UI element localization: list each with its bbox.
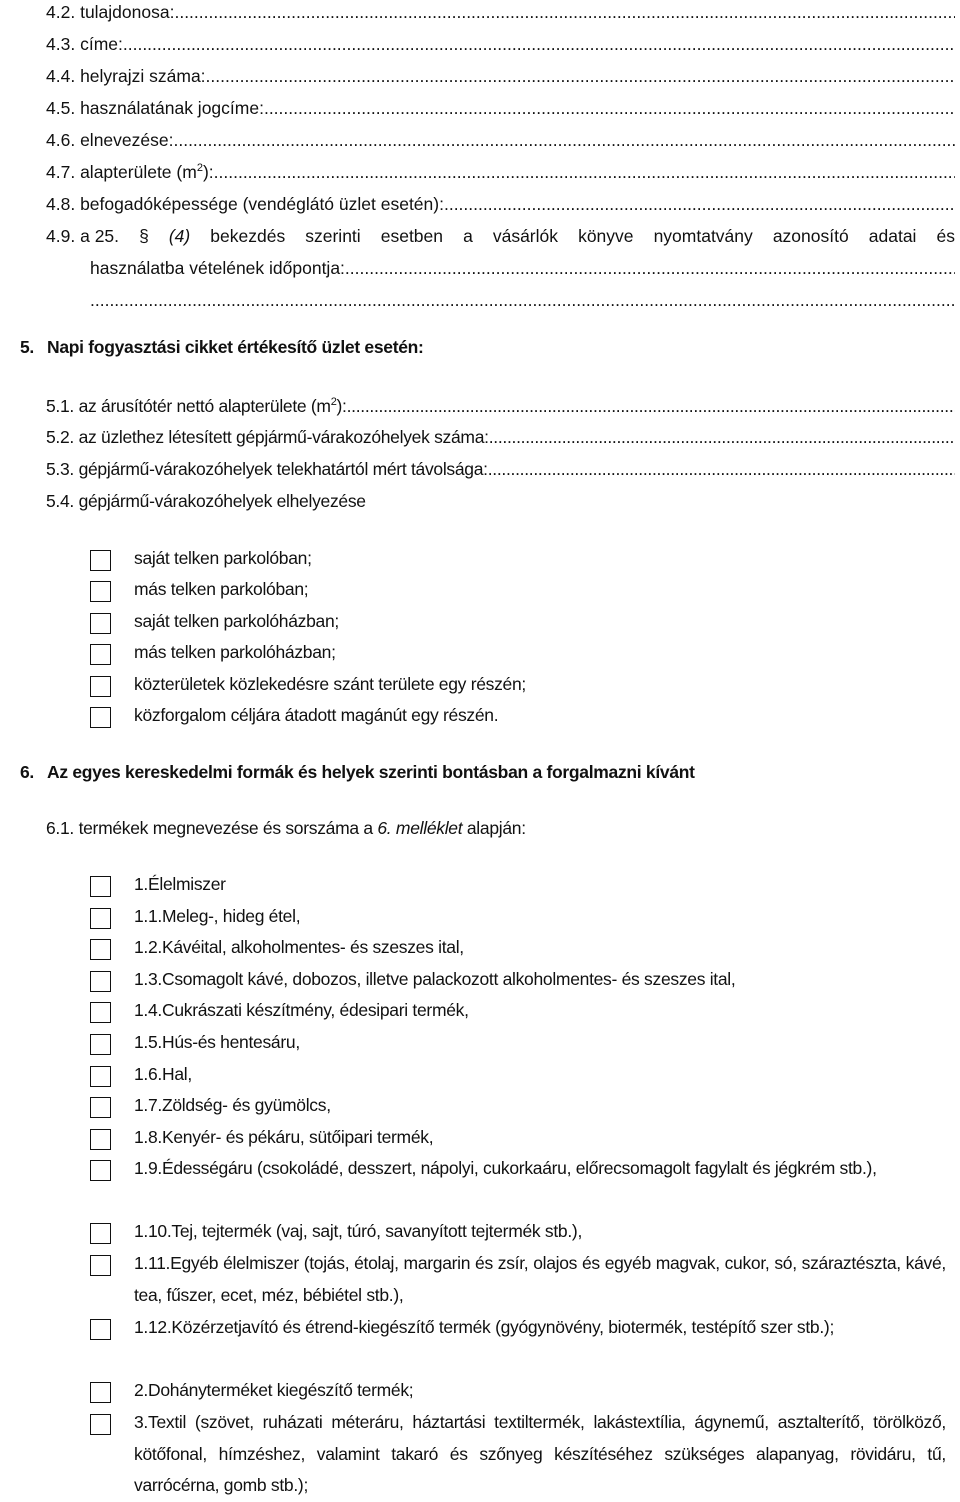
dot-leader[interactable]	[206, 60, 955, 92]
word: a	[80, 226, 90, 246]
dot-leader[interactable]	[488, 459, 955, 491]
checkbox-label: saját telken parkolóházban;	[134, 611, 339, 631]
word: nyomtatvány	[653, 226, 753, 246]
field-row-4-9-line2	[46, 252, 955, 284]
field-row-5-3	[46, 459, 955, 491]
checkbox-label: más telken parkolóban;	[134, 579, 309, 599]
field-label: befogadóképessége (vendéglátó üzlet esetén):	[80, 194, 444, 214]
checkbox-label: 1.12.Közérzetjavító és étrend-kiegészítő termék (gyógynövény, biotermék, testépítő szer stb.);	[134, 1317, 835, 1337]
checkbox-label: közterületek közlekedésre szánt területe egy részén;	[134, 674, 526, 694]
item-number: 5.3.	[46, 459, 74, 479]
field-label-text: az árusítótér nettó alapterülete (m	[78, 396, 331, 416]
item-number: 4.9.	[46, 226, 76, 246]
checkbox[interactable]	[90, 707, 111, 728]
dot-leader[interactable]	[174, 0, 955, 28]
heading-number: 6.	[20, 762, 34, 782]
item-number: 4.7.	[46, 162, 76, 182]
checkbox-label: 1.8.Kenyér- és pékáru, sütőipari termék,	[134, 1127, 434, 1147]
checkbox[interactable]	[90, 676, 111, 697]
checkbox[interactable]	[90, 1160, 111, 1181]
superscript: 2	[330, 396, 337, 408]
dot-leader[interactable]	[123, 28, 955, 60]
checkbox[interactable]	[90, 939, 111, 960]
checkbox[interactable]	[90, 550, 111, 571]
field-row-4-8	[46, 188, 955, 220]
checkbox-label: 1.11.Egyéb élelmiszer (tojás, étolaj, margarin és zsír, olajos és egyéb magvak, cukor, só, száraztészta, kávé, tea, fűszer, ecet, méz, bébiétel stb.),	[134, 1253, 946, 1305]
heading-number: 5.	[20, 337, 34, 357]
word: bekezdés	[210, 226, 286, 246]
heading-text: Az egyes kereskedelmi formák és helyek szerinti bontásban a forgalmazni kívánt	[47, 762, 695, 782]
field-label: gépjármű-várakozóhelyek elhelyezése	[78, 491, 366, 511]
field-row-5-2	[46, 427, 955, 459]
word: adatai	[868, 226, 917, 246]
heading-text: Napi fogyasztási cikket értékesítő üzlet esetén:	[47, 337, 424, 357]
word: és	[936, 226, 955, 246]
field-row-4-4	[46, 60, 955, 92]
section-5-heading	[20, 337, 424, 358]
field-row-4-3	[46, 28, 955, 60]
checkbox[interactable]	[90, 613, 111, 634]
dot-leader[interactable]	[347, 396, 955, 428]
checkbox[interactable]	[90, 581, 111, 602]
checkbox-label: 1.5.Hús-és hentesáru,	[134, 1032, 300, 1052]
word: könyve	[578, 226, 634, 246]
field-row-4-6	[46, 124, 955, 156]
checkbox[interactable]	[90, 971, 111, 992]
field-row-5-1	[46, 396, 955, 428]
checkbox[interactable]	[90, 1223, 111, 1244]
item-number: 4.4.	[46, 66, 76, 86]
checkbox-label: közforgalom céljára átadott magánút egy részén.	[134, 705, 499, 725]
field-row-4-5	[46, 92, 955, 124]
annex-reference: 6. melléklet	[377, 818, 463, 838]
checkbox-label: 1.9.Édességáru (csokoládé, desszert, nápolyi, cukorkaáru, előrecsomagolt fagylalt és jégkrém stb.),	[134, 1158, 877, 1178]
field-label: elnevezése:	[80, 130, 174, 150]
section-4-list	[46, 0, 955, 316]
field-row-6-1	[46, 818, 955, 850]
checkbox-label: saját telken parkolóban;	[134, 548, 312, 568]
item-number: 4.2.	[46, 2, 76, 22]
field-label-suffix: ):	[336, 396, 347, 416]
field-row-4-7	[46, 156, 955, 188]
word: a	[463, 226, 473, 246]
checkbox[interactable]	[90, 1255, 111, 1276]
checkbox-label: 1.1.Meleg-, hideg étel,	[134, 906, 301, 926]
checkbox[interactable]	[90, 1034, 111, 1055]
field-row-4-9-line3	[46, 284, 955, 316]
checkbox[interactable]	[90, 1319, 111, 1340]
field-row-5-4	[46, 491, 955, 523]
field-label: tulajdonosa:	[80, 2, 175, 22]
item-number: 4.6.	[46, 130, 76, 150]
checkbox-label: 1.2.Kávéital, alkoholmentes- és szeszes ital,	[134, 937, 464, 957]
checkbox[interactable]	[90, 1129, 111, 1150]
checkbox[interactable]	[90, 1414, 111, 1435]
checkbox[interactable]	[90, 1382, 111, 1403]
item-number: 4.3.	[46, 34, 76, 54]
word: vásárlók	[492, 226, 559, 246]
field-label: használatának jogcíme:	[80, 98, 264, 118]
field-row-4-2	[46, 0, 955, 28]
checkbox-label: más telken parkolóházban;	[134, 642, 336, 662]
checkbox-label: 3.Textil (szövet, ruházati méteráru, háztartási textiltermék, lakástextília, ágynemű, asztalterítő, törölköző, kötőfonal, hímzéshez, valamint takaró és szőnyeg készítéséhez szükséges alapanyag, rövidáru, tű, varrócérna, gomb stb.);	[134, 1412, 946, 1495]
field-label: gépjármű-várakozóhelyek telekhatártól mért távolsága:	[78, 459, 488, 479]
word: 25.	[94, 226, 120, 246]
field-label: használatba vételének időpontja:	[90, 258, 345, 278]
field-label: címe:	[80, 34, 123, 54]
item-number: 4.8.	[46, 194, 76, 214]
checkbox-label: 1.10.Tej, tejtermék (vaj, sajt, túró, savanyított tejtermék stb.),	[134, 1221, 583, 1241]
section-6-heading	[20, 762, 695, 783]
field-label-suffix: ):	[202, 162, 214, 182]
checkbox[interactable]	[90, 1002, 111, 1023]
checkbox-label: 1.7.Zöldség- és gyümölcs,	[134, 1095, 331, 1115]
dot-leader[interactable]	[90, 284, 955, 316]
checkbox-label: 2.Dohányterméket kiegészítő termék;	[134, 1380, 414, 1400]
dot-leader[interactable]	[173, 124, 955, 156]
field-row-4-9-line1	[46, 220, 955, 252]
checkbox-label: 1.4.Cukrászati készítmény, édesipari termék,	[134, 1000, 469, 1020]
checkbox[interactable]	[90, 1097, 111, 1118]
paragraph-sign: §	[139, 226, 149, 246]
checkbox-label: 1.3.Csomagolt kávé, dobozos, illetve palackozott alkoholmentes- és szeszes ital,	[134, 969, 736, 989]
dot-leader[interactable]	[214, 156, 955, 188]
checkbox[interactable]	[90, 644, 111, 665]
item-number: 4.5.	[46, 98, 76, 118]
checkbox-label: 1.Élelmiszer	[134, 874, 226, 894]
field-label: termékek megnevezése és sorszáma a	[78, 818, 373, 838]
dot-leader[interactable]	[489, 427, 955, 459]
field-label: helyrajzi száma:	[80, 66, 206, 86]
dot-leader[interactable]	[345, 252, 955, 284]
item-number: 6.1.	[46, 818, 74, 838]
dot-leader[interactable]	[264, 92, 955, 124]
field-label	[79, 396, 347, 428]
word: (4)	[168, 226, 191, 246]
superscript: 2	[196, 162, 203, 174]
checkbox[interactable]	[90, 908, 111, 929]
field-label: az üzlethez létesített gépjármű-várakozóhelyek száma:	[78, 427, 489, 447]
item-4-9-prefix	[46, 220, 119, 252]
item-number: 5.2.	[46, 427, 74, 447]
checkbox[interactable]	[90, 876, 111, 897]
word: esetben	[380, 226, 444, 246]
dot-leader[interactable]	[444, 188, 955, 220]
field-label-suffix: alapján:	[466, 818, 526, 838]
checkbox[interactable]	[90, 1066, 111, 1087]
field-label-text: alapterülete (m	[80, 162, 197, 182]
checkbox-label: 1.6.Hal,	[134, 1064, 192, 1084]
item-number: 5.1.	[46, 396, 74, 416]
word: azonosító	[772, 226, 849, 246]
word: szerinti	[305, 226, 361, 246]
item-number: 5.4.	[46, 491, 74, 511]
field-label	[80, 156, 214, 188]
